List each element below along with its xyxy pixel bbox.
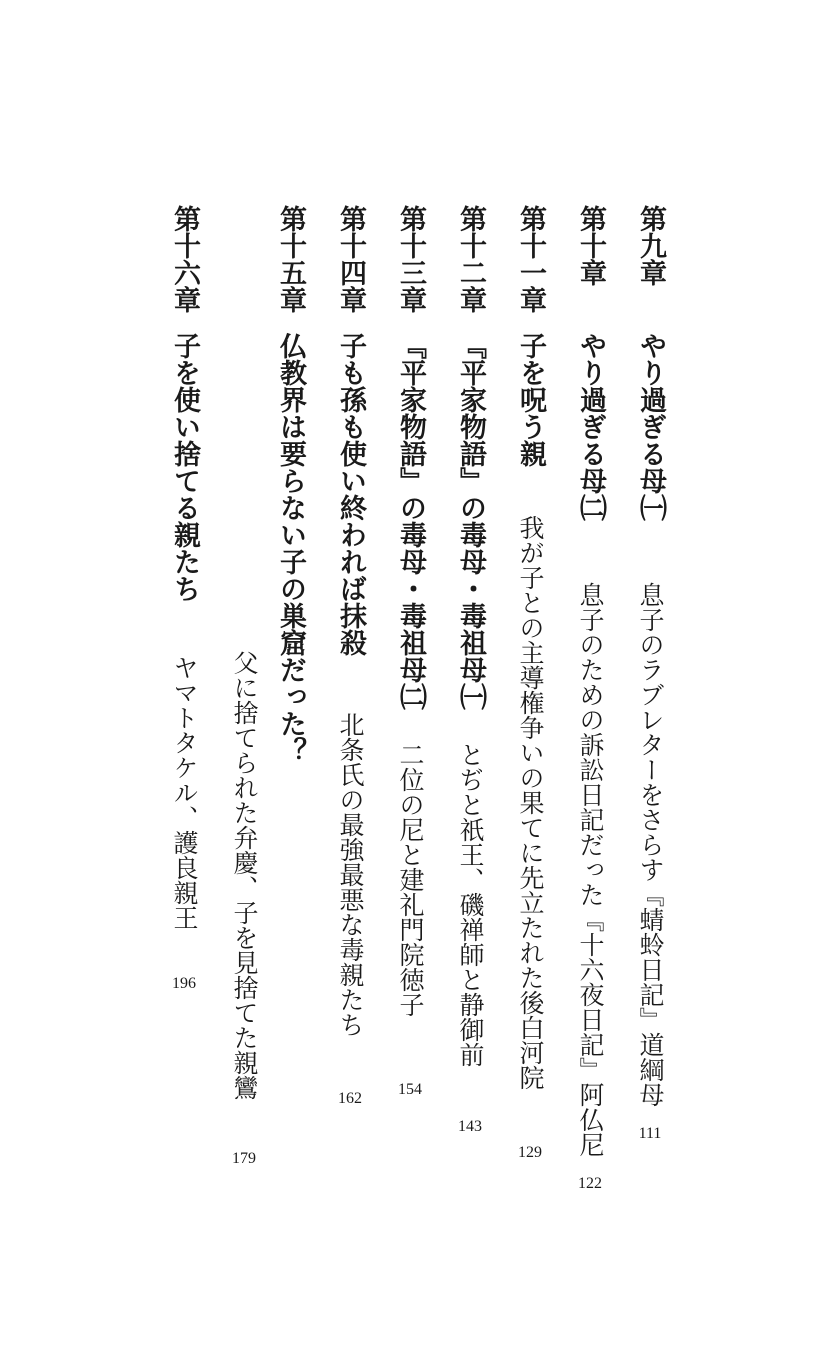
chapter-title: やり過ぎる母㈠ (635, 332, 666, 521)
chapter-subtitle: 二位の尼と建礼門院徳子 (396, 742, 425, 1017)
chapter-subtitle: 北条氏の最強最悪な毒親たち (336, 712, 365, 1037)
chapter-label: 第十章 (575, 205, 606, 286)
chapter-title: 仏教界は要らない子の巣窟だった？ (275, 332, 306, 764)
chapter-title: 子を呪う親 (515, 332, 546, 467)
page-number: 154 (398, 1081, 422, 1098)
chapter-title: 『平家物語』の毒母・毒祖母㈠ (455, 332, 486, 710)
chapter-label: 第十五章 (275, 205, 306, 313)
chapter-title: 子を使い捨てる親たち (169, 332, 200, 602)
chapter-subtitle: 息子のための訴訟日記だった『十六夜日記』阿仏尼 (576, 582, 605, 1157)
chapter-subtitle: とぢと祇王、磯禅師と静御前 (456, 742, 485, 1067)
chapter-title: 『平家物語』の毒母・毒祖母㈡ (395, 332, 426, 710)
page-number: 111 (638, 1125, 662, 1142)
chapter-title: やり過ぎる母㈡ (575, 332, 606, 521)
chapter-subtitle: 我が子との主導権争いの果てに先立たれた後白河院 (516, 515, 545, 1090)
chapter-subtitle: 父に捨てられた弁慶、子を見捨てた親鸞 (230, 650, 259, 1100)
page-number: 162 (338, 1090, 362, 1107)
chapter-label: 第九章 (635, 205, 666, 286)
chapter-label: 第十六章 (169, 205, 200, 313)
page-number: 129 (518, 1144, 542, 1161)
chapter-label: 第十一章 (515, 205, 546, 313)
chapter-label: 第十三章 (395, 205, 426, 313)
page-number: 143 (458, 1118, 482, 1135)
chapter-subtitle: ヤマトタケル、護良親王 (170, 655, 199, 930)
page-number: 122 (578, 1175, 602, 1192)
chapter-title: 子も孫も使い終われば抹殺 (335, 332, 366, 656)
chapter-subtitle: 息子のラブレターをさらす『蜻蛉日記』道綱母 (636, 582, 665, 1107)
page-number: 196 (172, 975, 196, 992)
page-number: 179 (232, 1150, 256, 1167)
chapter-label: 第十四章 (335, 205, 366, 313)
chapter-label: 第十二章 (455, 205, 486, 313)
